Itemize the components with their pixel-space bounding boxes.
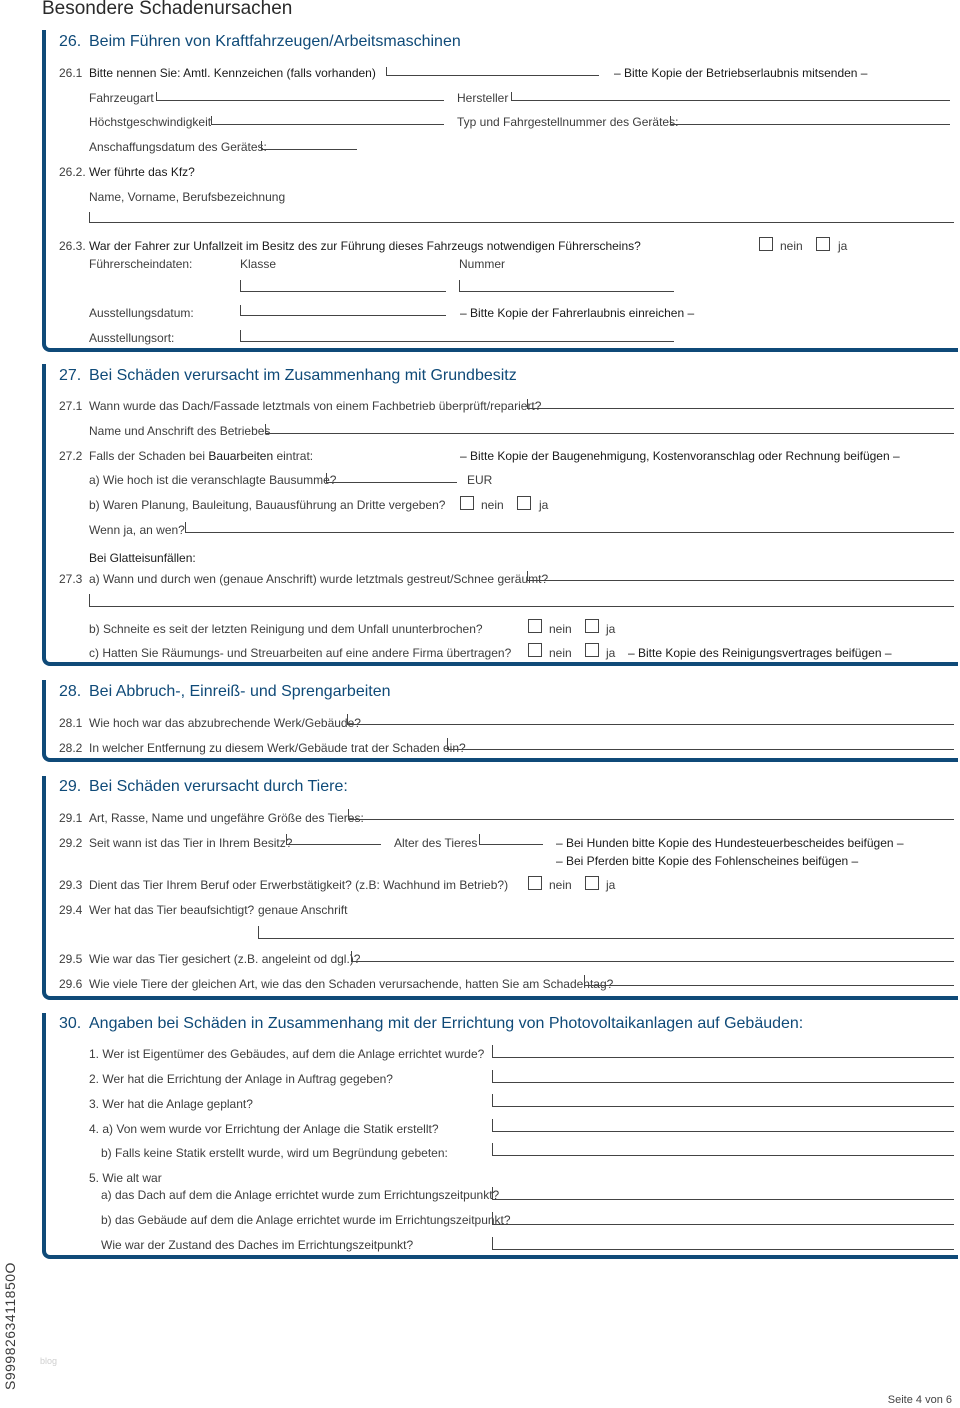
q27-2-number: 27.2 <box>59 449 83 463</box>
section-26-number: 26. <box>59 33 82 50</box>
anzahl-tiere-field[interactable] <box>584 975 954 986</box>
q27-1-text: Wann wurde das Dach/Fassade letztmals von einem Fachbetrieb überprüft/repariert? <box>89 399 542 413</box>
gebaeude-alter-field[interactable] <box>492 1212 954 1225</box>
q29-4-text: Wer hat das Tier beaufsichtigt? <box>89 903 255 917</box>
q30-5c-text: Wie war der Zustand des Daches im Errichtungszeitpunkt? <box>101 1238 414 1252</box>
betrieb-label: Name und Anschrift des Betriebes <box>89 424 271 438</box>
planung-nein-label: nein <box>481 498 504 512</box>
q27-3c-text: c) Hatten Sie Räumungs- und Streuarbeiten auf eine andere Firma übertragen? <box>89 646 512 660</box>
section-27-number: 27. <box>59 367 82 384</box>
q29-4-number: 29.4 <box>59 903 83 917</box>
bausumme-field[interactable] <box>326 473 457 483</box>
q27-3-text: a) Wann und durch wen (genaue Anschrift) wurde letztmals gestreut/Schnee geräumt? <box>89 572 549 586</box>
section-29-number: 29. <box>59 778 82 795</box>
q27-3-number: 27.3 <box>59 572 83 586</box>
fuehrerschein-ja-checkbox[interactable] <box>816 237 830 251</box>
klasse-field[interactable] <box>240 280 446 292</box>
q26-1-text: Bitte nennen Sie: Amtl. Kennzeichen (falls vorhanden) <box>89 66 376 80</box>
fahrzeugart-label: Fahrzeugart <box>89 91 154 105</box>
q29-3-text: Dient das Tier Ihrem Beruf oder Erwerbstätigkeit? (z.B: Wachhund im Betrieb?) <box>89 878 509 892</box>
gesichert-field[interactable] <box>351 951 954 962</box>
eur-label: EUR <box>467 473 493 487</box>
q30-1-text: 1. Wer ist Eigentümer des Gebäudes, auf dem die Anlage errichtet wurde? <box>89 1047 485 1061</box>
q29-3-number: 29.3 <box>59 878 83 892</box>
section-27-title: Bei Schäden verursacht im Zusammenhang mit Grundbesitz <box>89 367 517 384</box>
dach-pruefung-field[interactable] <box>527 399 954 409</box>
auftrag-field[interactable] <box>492 1070 954 1083</box>
typ-field[interactable] <box>670 116 950 125</box>
fahrzeugart-field[interactable] <box>156 92 444 101</box>
bausumme-label: a) Wie hoch ist die veranschlagte Bausumme? <box>89 473 337 487</box>
anschaffung-label: Anschaffungsdatum des Gerätes: <box>89 140 267 154</box>
aufsicht-field[interactable] <box>258 926 954 939</box>
page-title: Besondere Schadenursachen <box>42 0 293 19</box>
q29-2-note-1: – Bei Hunden bitte Kopie des Hundesteuerbescheides beifügen – <box>556 836 904 850</box>
name-vorname-label: Name, Vorname, Berufsbezeichnung <box>89 190 286 204</box>
q28-2-number: 28.2 <box>59 741 83 755</box>
besitz-seit-field[interactable] <box>286 834 381 845</box>
nummer-field[interactable] <box>459 280 674 292</box>
q29-5-text: Wie war das Tier gesichert (z.B. angeleint od dgl.)? <box>89 952 361 966</box>
q29-6-number: 29.6 <box>59 977 83 991</box>
nein-label: nein <box>780 239 803 253</box>
schneite-ja-label: ja <box>606 622 616 636</box>
werkhoehe-field[interactable] <box>347 714 954 725</box>
q29-6-text: Wie viele Tiere der gleichen Art, wie das den Schaden verursachende, hatten Sie am Schadentag? <box>89 977 614 991</box>
q29-5-number: 29.5 <box>59 952 83 966</box>
raeumung-ja-label: ja <box>606 646 616 660</box>
kennzeichen-field[interactable] <box>386 67 599 76</box>
q26-3-number: 26.3. <box>59 239 86 253</box>
geplant-field[interactable] <box>492 1094 954 1107</box>
statik-field[interactable] <box>492 1119 954 1132</box>
gestreut-field-2[interactable] <box>89 594 954 607</box>
q27-3b-text: b) Schneite es seit der letzten Reinigung und dem Unfall ununterbrochen? <box>89 622 483 636</box>
q30-5a-text: a) das Dach auf dem die Anlage errichtet wurde zum Errichtungszeitpunkt? <box>101 1188 500 1202</box>
planung-ja-checkbox[interactable] <box>517 496 531 510</box>
ausstellungsort-label: Ausstellungsort: <box>89 331 175 345</box>
section-26-title: Beim Führen von Kraftfahrzeugen/Arbeitsmaschinen <box>89 33 461 50</box>
hersteller-field[interactable] <box>511 92 950 101</box>
anschrift-label: genaue Anschrift <box>258 903 348 917</box>
beruf-nein-label: nein <box>549 878 572 892</box>
q29-1-text: Art, Rasse, Name und ungefähre Größe des Tieres: <box>89 811 364 825</box>
dach-alter-field[interactable] <box>492 1187 954 1200</box>
q30-2-text: 2. Wer hat die Errichtung der Anlage in Auftrag gegeben? <box>89 1072 393 1086</box>
fuehrerschein-nein-checkbox[interactable] <box>759 237 773 251</box>
section-30-number: 30. <box>59 1015 82 1032</box>
schneite-nein-checkbox[interactable] <box>528 619 542 633</box>
q27-1-number: 27.1 <box>59 399 83 413</box>
fuehrerscheindaten-label: Führerscheindaten: <box>89 257 193 271</box>
schneite-ja-checkbox[interactable] <box>585 619 599 633</box>
section-30-title: Angaben bei Schäden in Zusammenhang mit der Errichtung von Photovoltaikanlagen auf Gebäuden: <box>89 1015 804 1032</box>
beruf-ja-checkbox[interactable] <box>585 876 599 890</box>
betrieb-field[interactable] <box>265 424 954 434</box>
typ-label: Typ und Fahrgestellnummer des Gerätes: <box>457 115 679 129</box>
fahrer-field[interactable] <box>89 212 954 223</box>
q30-5b-text: b) das Gebäude auf dem die Anlage errichtet wurde im Errichtungszeitpunkt? <box>101 1213 511 1227</box>
anschaffung-field[interactable] <box>261 141 357 150</box>
wenn-ja-field[interactable] <box>185 522 954 533</box>
section-28-title: Bei Abbruch-, Einreiß- und Sprengarbeiten <box>89 683 391 700</box>
raeumung-nein-checkbox[interactable] <box>528 643 542 657</box>
q29-2-number: 29.2 <box>59 836 83 850</box>
entfernung-field[interactable] <box>447 738 954 750</box>
gestreut-field[interactable] <box>527 571 954 581</box>
q26-1-number: 26.1 <box>59 66 83 80</box>
q28-2-text: In welcher Entfernung zu diesem Werk/Gebäude trat der Schaden ein? <box>89 741 466 755</box>
q30-4b-text: b) Falls keine Statik erstellt wurde, wird um Begründung gebeten: <box>101 1146 448 1160</box>
tierart-field[interactable] <box>348 809 954 820</box>
q27-2-text: Falls der Schaden bei Bauarbeiten eintrat: <box>89 449 314 463</box>
raeumung-nein-label: nein <box>549 646 572 660</box>
page-number: Seite 4 von 6 <box>887 1394 952 1406</box>
ausstellungsdatum-field[interactable] <box>240 305 446 316</box>
q29-2-text: Seit wann ist das Tier in Ihrem Besitz? <box>89 836 293 850</box>
hoechstgeschwindigkeit-field[interactable] <box>211 116 444 125</box>
q30-3-text: 3. Wer hat die Anlage geplant? <box>89 1097 253 1111</box>
form-code: S9998263411850O <box>2 1262 18 1390</box>
alter-label: Alter des Tieres <box>394 836 478 850</box>
q30-4a-text: 4. a) Von wem wurde vor Errichtung der Anlage die Statik erstellt? <box>89 1122 439 1136</box>
q29-2-note-2: – Bei Pferden bitte Kopie des Fohlenscheines beifügen – <box>556 854 859 868</box>
wenn-ja-label: Wenn ja, an wen? <box>89 523 185 537</box>
watermark: blog <box>40 1356 58 1366</box>
q27-2-note: – Bitte Kopie der Baugenehmigung, Kostenvoranschlag oder Rechnung beifügen – <box>460 449 900 463</box>
nummer-label: Nummer <box>459 257 506 271</box>
q30-5-text: 5. Wie alt war <box>89 1171 162 1185</box>
q26-2-text: Wer führte das Kfz? <box>89 165 195 179</box>
raeumung-ja-checkbox[interactable] <box>585 643 599 657</box>
section-29-title: Bei Schäden verursacht durch Tiere: <box>89 778 348 795</box>
q28-1-number: 28.1 <box>59 716 83 730</box>
alter-field[interactable] <box>479 834 543 845</box>
dach-zustand-field[interactable] <box>492 1237 954 1250</box>
planung-nein-checkbox[interactable] <box>460 496 474 510</box>
q26-1-note: – Bitte Kopie der Betriebserlaubnis mitsenden – <box>614 66 868 80</box>
begruendung-field[interactable] <box>492 1143 954 1156</box>
hersteller-label: Hersteller <box>457 91 509 105</box>
schneite-nein-label: nein <box>549 622 572 636</box>
planung-label: b) Waren Planung, Bauleitung, Bauausführung an Dritte vergeben? <box>89 498 446 512</box>
ja-label: ja <box>838 239 848 253</box>
beruf-nein-checkbox[interactable] <box>528 876 542 890</box>
section-28-number: 28. <box>59 683 82 700</box>
ausstellung-note: – Bitte Kopie der Fahrerlaubnis einreichen – <box>460 306 695 320</box>
q27-3c-note: – Bitte Kopie des Reinigungsvertrages beifügen – <box>628 646 892 660</box>
ausstellungsort-field[interactable] <box>240 330 674 342</box>
glatteis-heading: Bei Glatteisunfällen: <box>89 551 196 565</box>
planung-ja-label: ja <box>539 498 549 512</box>
q29-1-number: 29.1 <box>59 811 83 825</box>
q26-2-number: 26.2. <box>59 165 86 179</box>
hoechstgeschwindigkeit-label: Höchstgeschwindigkeit <box>89 115 212 129</box>
eigentuemer-field[interactable] <box>492 1045 954 1058</box>
klasse-label: Klasse <box>240 257 277 271</box>
q28-1-text: Wie hoch war das abzubrechende Werk/Gebäude? <box>89 716 361 730</box>
beruf-ja-label: ja <box>606 878 616 892</box>
q26-3-text: War der Fahrer zur Unfallzeit im Besitz des zur Führung dieses Fahrzeugs notwendigen Führerscheins? <box>89 239 641 253</box>
ausstellungsdatum-label: Ausstellungsdatum: <box>89 306 194 320</box>
